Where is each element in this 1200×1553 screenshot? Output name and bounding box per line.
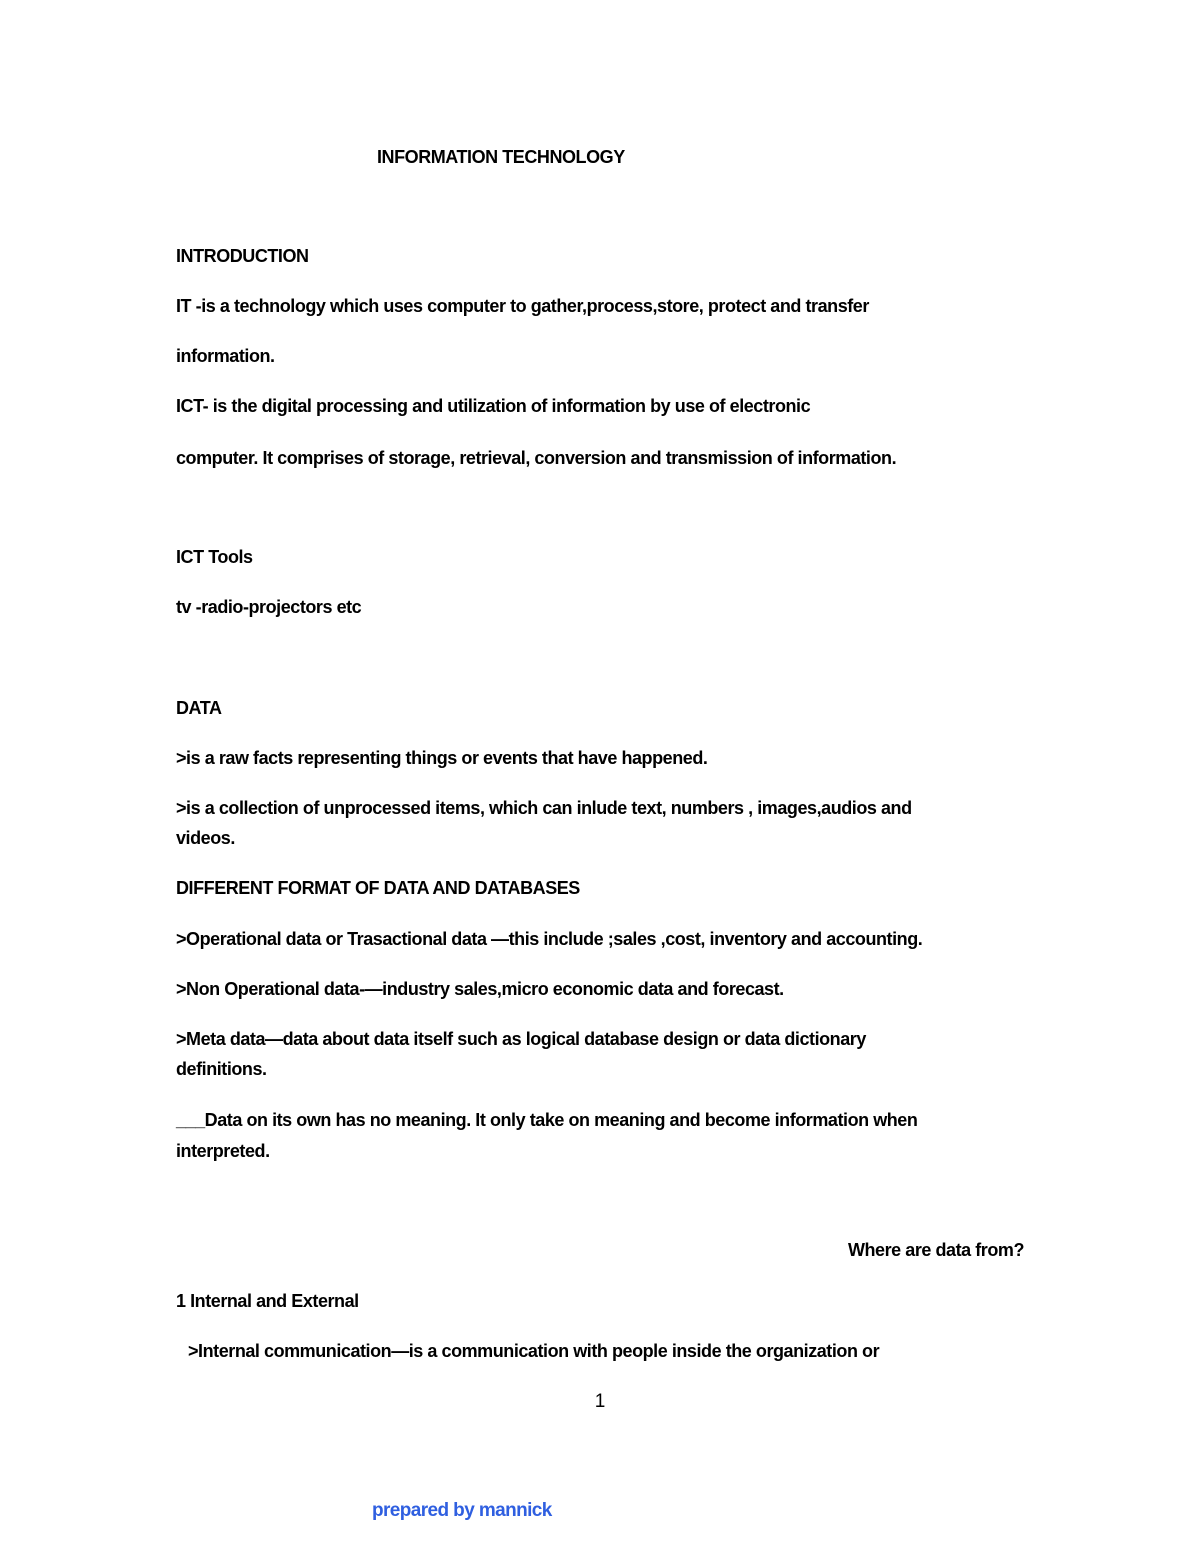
data-point-1: >is a raw facts representing things or events that have happened.	[176, 748, 708, 768]
ict-tools-heading: ICT Tools	[176, 547, 253, 567]
data-heading: DATA	[176, 698, 222, 718]
it-definition-line-2: information.	[176, 346, 275, 366]
where-heading: Where are data from?	[847, 1240, 1024, 1260]
data-point-2-line-1: >is a collection of unprocessed items, which can inlude text, numbers , images,audios and	[176, 798, 912, 818]
note-line-2: interpreted.	[176, 1141, 270, 1161]
intro-heading: INTRODUCTION	[176, 246, 309, 266]
it-definition-line-1: IT -is a technology which uses computer to gather,process,store, protect and transfer	[176, 296, 869, 316]
note-line-1: ___Data on its own has no meaning. It only take on meaning and become information when	[176, 1110, 918, 1130]
format-meta-line-1: >Meta data—data about data itself such as logical database design or data dictionary	[176, 1029, 866, 1049]
document-title: INFORMATION TECHNOLOGY	[377, 147, 625, 167]
format-meta-line-2: definitions.	[176, 1059, 267, 1079]
formats-heading: DIFFERENT FORMAT OF DATA AND DATABASES	[176, 878, 580, 898]
data-point-2-line-2: videos.	[176, 828, 235, 848]
format-non-operational: >Non Operational data-—industry sales,micro economic data and forecast.	[176, 979, 784, 999]
ict-definition-line-1: ICT- is the digital processing and utilization of information by use of electronic	[176, 396, 811, 416]
page-number: 1	[594, 1391, 606, 1412]
format-operational: >Operational data or Trasactional data —this include ;sales ,cost, inventory and accounting.	[176, 929, 923, 949]
ict-tools-text: tv -radio-projectors etc	[176, 597, 362, 617]
ict-definition-line-2: computer. It comprises of storage, retrieval, conversion and transmission of information.	[176, 448, 897, 468]
internal-communication-text: >Internal communication—is a communication with people inside the organization or	[188, 1341, 880, 1361]
source-heading: 1 Internal and External	[176, 1291, 359, 1311]
footer-credit: prepared by mannick	[372, 1500, 552, 1521]
